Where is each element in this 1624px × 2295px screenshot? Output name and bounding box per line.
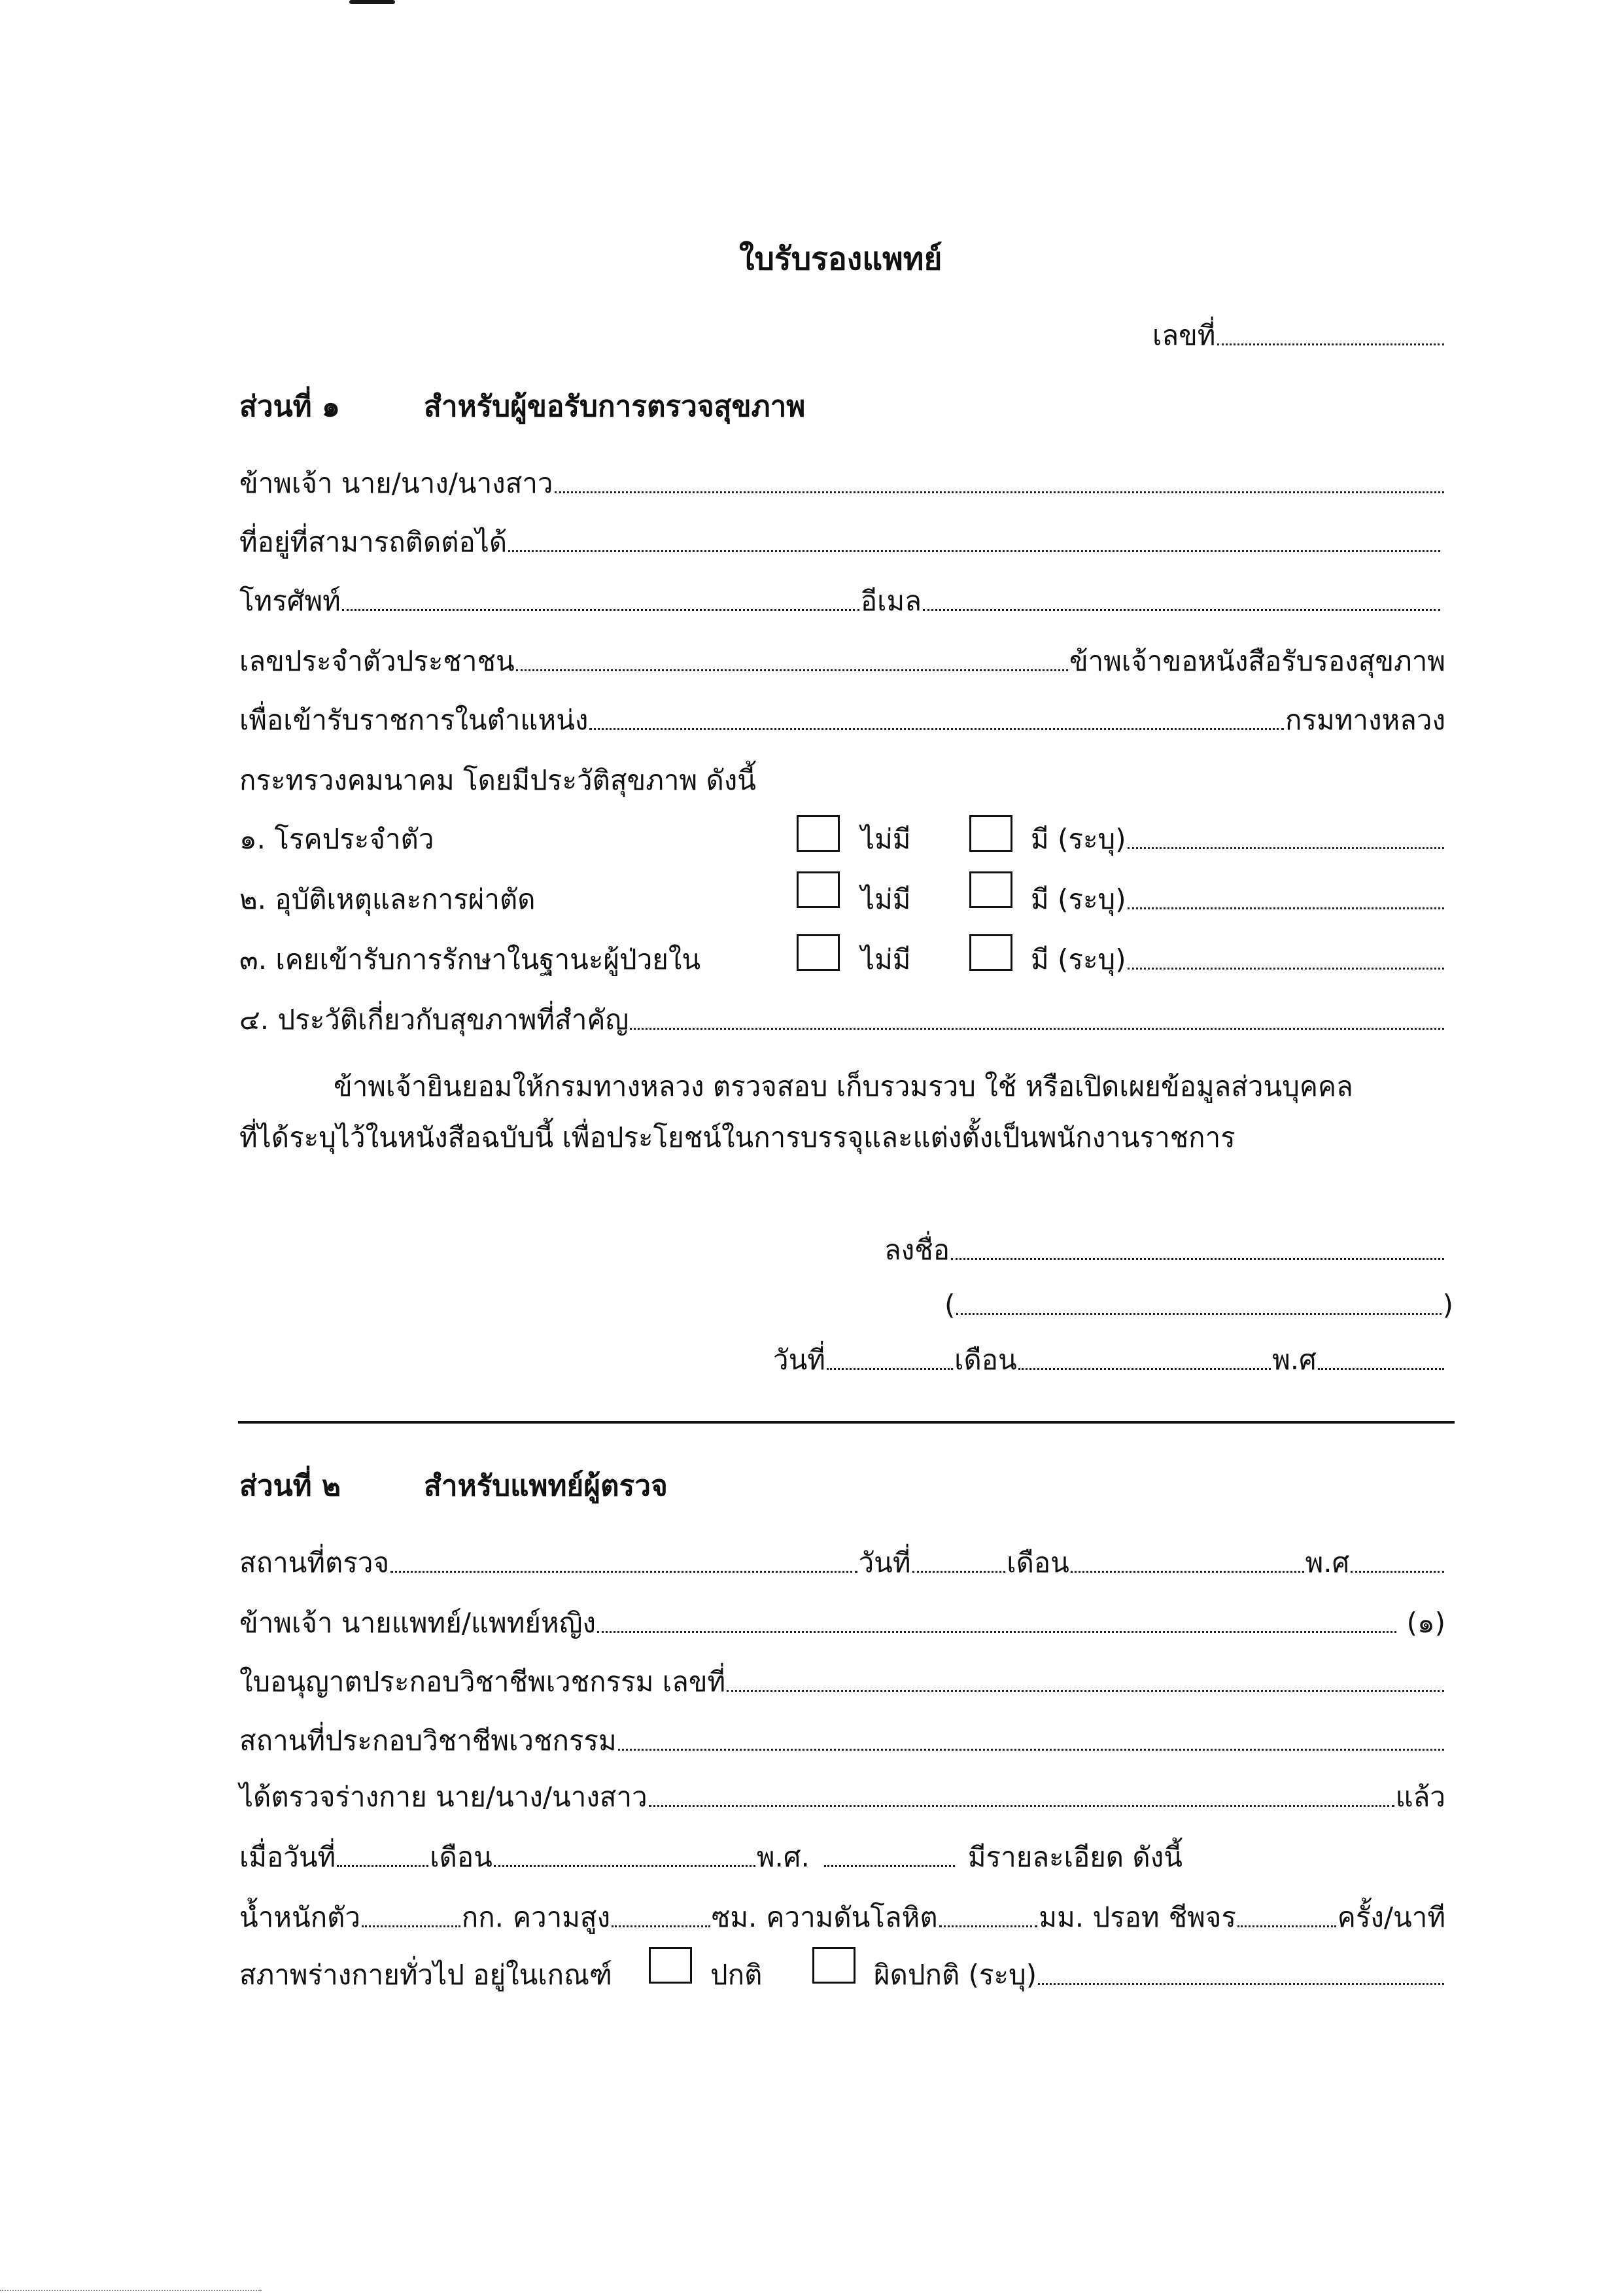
signature-label: ลงชื่อ [884, 1234, 950, 1266]
section-divider [238, 1421, 1455, 1424]
part1-address-row [239, 526, 1442, 558]
phone-label: โทรศัพท์ [239, 585, 341, 617]
license-label: ใบอนุญาตประกอบวิชาชีพเวชกรรม เลขที่ [239, 1666, 726, 1698]
abnormal-row [874, 1961, 1445, 1989]
normal-checkbox[interactable] [649, 1947, 692, 1984]
name-field[interactable] [555, 491, 1445, 493]
health-item-1-yes-label: มี (ระบุ) [1031, 823, 1126, 855]
part2-heading-no: ส่วนที่ ๒ [239, 1469, 341, 1503]
document-title: ใบรับรองแพทย์ [739, 241, 942, 277]
vitals-row [239, 1901, 1446, 1933]
part1-position-row [239, 704, 1445, 736]
health-item-2-no-checkbox[interactable] [797, 871, 840, 908]
part1-heading-no: ส่วนที่ ๑ [239, 390, 340, 423]
id-field[interactable] [516, 669, 1068, 671]
part2-heading-text: สำหรับแพทย์ผู้ตรวจ [424, 1469, 668, 1503]
consent-line-2: ที่ได้ระบุไว้ในหนังสือฉบับนี้ เพื่อประโยชน์ในการบรรจุและแต่งตั้งเป็นพนักงานราชการ [239, 1121, 1235, 1153]
normal-label: ปกติ [710, 1959, 763, 1991]
email-field[interactable] [923, 608, 1440, 611]
bp-unit: มม. ปรอท [1039, 1901, 1160, 1933]
health-item-2-yes-checkbox[interactable] [969, 871, 1012, 908]
email-label: อีเมล [860, 585, 922, 617]
exam-year-label: พ.ศ. [756, 1841, 810, 1873]
practice-place-label: สถานที่ประกอบวิชาชีพเวชกรรม [239, 1725, 617, 1757]
height-label: ความสูง [512, 1901, 611, 1933]
exam-month-label: เดือน [430, 1841, 492, 1873]
height-unit: ซม. [711, 1901, 757, 1933]
request-label: ข้าพเจ้าขอหนังสือรับรองสุขภาพ [1069, 645, 1445, 677]
ministry-line: กระทรวงคมนาคม โดยมีประวัติสุขภาพ ดังนี้ [239, 764, 757, 796]
part1-year-label: พ.ศ [1272, 1344, 1317, 1376]
general-condition-label: สภาพร่างกายทั่วไป อยู่ในเกณฑ์ [239, 1959, 612, 1991]
weight-unit: กก. [461, 1901, 504, 1933]
part1-month-field[interactable] [1018, 1367, 1271, 1370]
practice-place-field[interactable] [618, 1748, 1444, 1751]
health-history-row [239, 1006, 1445, 1034]
position-label: เพื่อเข้ารับราชการในตำแหน่ง [239, 704, 589, 736]
license-field[interactable] [727, 1689, 1444, 1692]
doctor-name-field[interactable] [597, 1630, 1396, 1633]
doctor-note: (๑) [1406, 1607, 1445, 1639]
part1-day-field[interactable] [827, 1367, 953, 1370]
part2-place-row [239, 1549, 1445, 1577]
part2-month-label: เดือน [1007, 1547, 1069, 1579]
part1-heading-text: สำหรับผู้ขอรับการตรวจสุขภาพ [424, 390, 806, 423]
exam-month-field[interactable] [494, 1865, 755, 1867]
paren-close: ) [1442, 1289, 1453, 1321]
health-item-2-detail-field[interactable] [1128, 907, 1444, 909]
address-label: ที่อยู่ที่สามารถติดต่อได้ [239, 526, 508, 558]
health-item-2-yes-row [1031, 883, 1445, 915]
health-history-label: ๔. ประวัติเกี่ยวกับสุขภาพที่สำคัญ [239, 1004, 629, 1036]
part1-name-row [239, 467, 1445, 499]
bp-label: ความดันโลหิต [766, 1901, 938, 1933]
health-item-3-no-checkbox[interactable] [797, 934, 840, 971]
abnormal-label: ผิดปกติ (ระบุ) [874, 1959, 1037, 1991]
signature-field[interactable] [951, 1257, 1444, 1260]
health-item-3-detail-field[interactable] [1128, 967, 1444, 970]
exam-year-field[interactable] [824, 1865, 955, 1867]
weight-field[interactable] [362, 1925, 460, 1927]
paren-open: ( [944, 1289, 956, 1321]
doctor-row [239, 1609, 1445, 1637]
examined-label: ได้ตรวจร่างกาย นาย/นาง/นางสาว [239, 1781, 648, 1813]
health-item-1-no-checkbox[interactable] [797, 815, 840, 852]
part1-year-field[interactable] [1318, 1367, 1444, 1370]
practice-place-row [239, 1727, 1445, 1755]
health-item-2-no-label: ไม่มี [861, 883, 911, 915]
part2-year-label: พ.ศ [1305, 1547, 1350, 1579]
health-item-3-yes-row [1031, 943, 1445, 975]
health-item-3-yes-label: มี (ระบุ) [1031, 943, 1126, 975]
part2-year-field[interactable] [1351, 1570, 1444, 1573]
exam-date-label: เมื่อวันที่ [239, 1841, 336, 1873]
signature-row [884, 1236, 1445, 1264]
health-item-1-yes-checkbox[interactable] [969, 815, 1012, 852]
pulse-field[interactable] [1237, 1925, 1336, 1927]
examined-suffix: แล้ว [1395, 1781, 1445, 1813]
health-item-3-label: ๓. เคยเข้ารับการรักษาในฐานะผู้ป่วยใน [239, 943, 701, 975]
examined-name-field[interactable] [649, 1804, 1394, 1807]
pulse-label: ชีพจร [1168, 1901, 1236, 1933]
part1-month-label: เดือน [954, 1344, 1017, 1376]
scan-edge-line [0, 2290, 262, 2291]
signature-name-row [944, 1291, 1453, 1319]
health-item-1-label: ๑. โรคประจำตัว [239, 823, 434, 855]
exam-date-row [239, 1841, 1207, 1873]
bp-field[interactable] [939, 1925, 1038, 1927]
license-row [239, 1668, 1445, 1696]
doc-number-row [1152, 319, 1445, 351]
exam-place-label: สถานที่ตรวจ [239, 1547, 390, 1579]
name-label: ข้าพเจ้า นาย/นาง/นางสาว [239, 467, 553, 499]
signature-name-field[interactable] [956, 1312, 1441, 1315]
abnormal-detail-field[interactable] [1038, 1982, 1444, 1985]
height-field[interactable] [612, 1925, 710, 1927]
pulse-unit: ครั้ง/นาที [1337, 1901, 1446, 1933]
doc-number-field[interactable] [1217, 343, 1445, 345]
part1-phone-row [239, 587, 1442, 615]
exam-day-field[interactable] [337, 1865, 428, 1867]
scan-artifact [349, 0, 395, 4]
health-item-1-detail-field[interactable] [1128, 847, 1444, 849]
phone-field[interactable] [342, 608, 859, 611]
health-item-1-yes-row [1031, 823, 1445, 855]
part2-day-field[interactable] [912, 1570, 1006, 1573]
part1-id-row [239, 645, 1445, 677]
health-item-3-yes-checkbox[interactable] [969, 934, 1012, 971]
doctor-label: ข้าพเจ้า นายแพทย์/แพทย์หญิง [239, 1607, 596, 1639]
doc-number-label: เลขที่ [1152, 319, 1216, 351]
health-history-field[interactable] [630, 1027, 1444, 1030]
id-label: เลขประจำตัวประชาชน [239, 645, 515, 677]
health-item-1-no-label: ไม่มี [861, 823, 911, 855]
weight-label: น้ำหนักตัว [239, 1901, 360, 1933]
examined-row [239, 1783, 1445, 1811]
part1-date-row [773, 1346, 1445, 1374]
part2-day-label: วันที่ [858, 1547, 911, 1579]
abnormal-checkbox[interactable] [812, 1947, 855, 1984]
health-item-2-yes-label: มี (ระบุ) [1031, 883, 1126, 915]
address-field[interactable] [508, 550, 1440, 552]
details-label: มีรายละเอียด ดังนี้ [967, 1841, 1183, 1873]
part2-month-field[interactable] [1071, 1570, 1304, 1573]
health-item-3-no-label: ไม่มี [861, 943, 911, 975]
position-field[interactable] [589, 727, 1284, 730]
department-label: กรมทางหลวง [1285, 704, 1445, 736]
health-item-2-label: ๒. อุบัติเหตุและการผ่าตัด [239, 883, 536, 915]
consent-line-1: ข้าพเจ้ายินยอมให้กรมทางหลวง ตรวจสอบ เก็บรวมรวบ ใช้ หรือเปิดเผยข้อมูลส่วนบุคคล [334, 1070, 1353, 1102]
part1-day-label: วันที่ [773, 1344, 825, 1376]
exam-place-field[interactable] [390, 1570, 857, 1573]
